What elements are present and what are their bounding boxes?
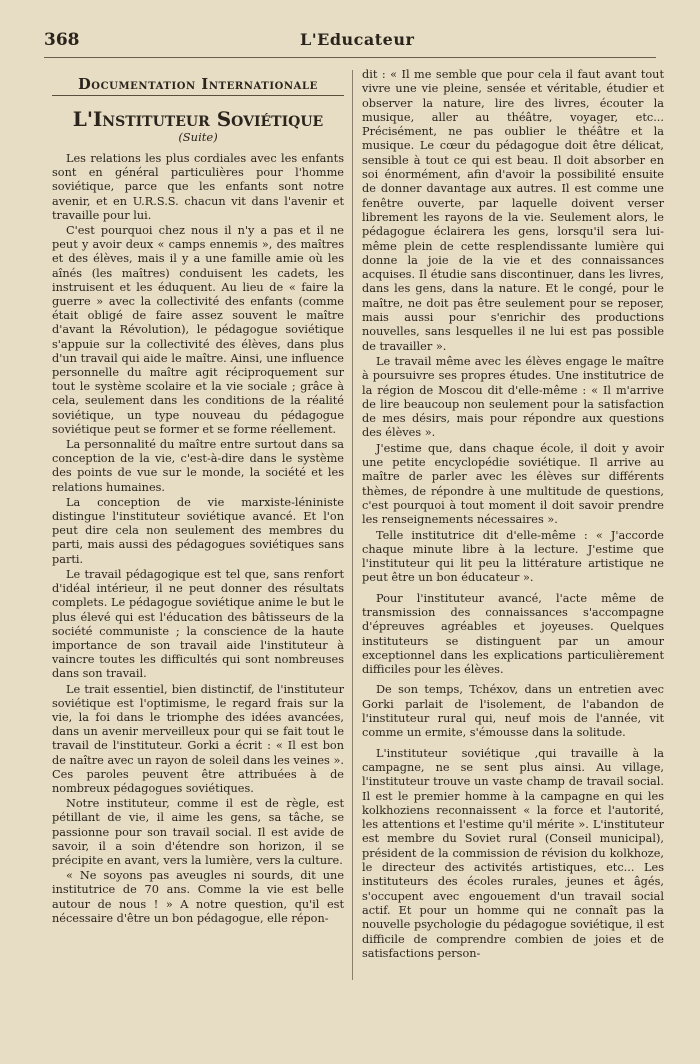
page-number: 368 [44,30,80,50]
header-rule [44,57,656,58]
paragraph: dit : « Il me semble que pour cela il faut avant tout vivre une vie pleine, sensée et véritable, étudier et observer la nature, lire des livres, écouter la musique, aller au théâtre, voyager, etc... Précisément, ne pas oublier le théâtre et la musique. Le cœur du pédagogue doit être délicat, sensible à tout ce qui est beau. Il doit absorber en soi énormément, afin d'avoir la possibilité ensuite de donner davantage aux autres. Il est comme une fenêtre ouverte, par laquelle doivent verser librement les rayons de la vie. Seulement alors, le pédagogue éclairera les gens, lorsqu'il sera lui-même plein de cette resplendissante lumière qui donne la joie de la vie et des connaissances acquises. Il étudie sans discontinuer, dans les livres, dans les gens, dans la nature. Et le congé, pour le maître, ne doit pas être seulement pour se reposer, mais aussi pour s'enrichir des productions nouvelles, sans lesquelles il ne lui est pas possible de travailler ». [362,68,664,353]
right-column [362,68,664,962]
paragraph: De son temps, Tchéxov, dans un entretien avec Gorki parlait de l'isolement, de l'abandon de l'instituteur rural qui, neuf mois de l'année, vit comme un ermite, s'émousse dans la solitude. [362,683,664,740]
page-header [44,30,656,54]
paragraph: Le travail pédagogique est tel que, sans renfort d'idéal intérieur, il ne peut donner des résultats complets. Le pédagogue soviétique anime le but le plus élevé qui est l'éducation des bâtisseurs de la société communiste ; la conscience de la haute importance de son travail aide l'instituteur à vaincre toutes les difficultés qui sont nombreuses dans son travail. [52,567,344,681]
article-title: L'Instituteur Soviétique [72,107,324,131]
paragraph: La personnalité du maître entre surtout dans sa conception de la vie, c'est-à-dire dans le système des points de vue sur le monde, la société et les relations humaines. [52,438,344,494]
paragraph: C'est pourquoi chez nous il n'y a pas et il ne peut y avoir deux « camps ennemis », des maîtres et des élèves, mais il y a une famille amie où les aînés (les maîtres) conduisent les cadets, les instruisent et les éduquent. Au lieu de « faire la guerre » avec la collectivité des enfants (comme était obligé de faire assez souvent le maître d'avant la Révolution), le pédagogue soviétique s'appuie sur la collectivité des élèves, dans plus d'un travail qui aide le maître. Ainsi, une influence personnelle du maître agit réciproquement sur tout le système scolaire et la vie sociale ; grâce à cela, seulement dans les conditions de la réalité soviétique, un type nouveau du pédagogue soviétique peut se former et se forme réellement. [52,224,344,436]
paragraph: J'estime que, dans chaque école, il doit y avoir une petite encyclopédie soviétique. Il arrive au maître de parler avec les élèves sur différents thèmes, de répondre à une multitude de questions, c'est pourquoi à tout moment il doit savoir prendre les renseignements nécessaires ». [362,441,664,527]
paragraph: « Ne soyons pas aveugles ni sourds, dit une institutrice de 70 ans. Comme la vie est belle autour de nous ! » A notre question, qu'il est nécessaire d'être un bon pédagogue, elle répon- [52,869,344,925]
section-rule [52,95,344,96]
journal-title: L'Educateur [300,30,415,49]
paragraph: L'instituteur soviétique ,qui travaille à la campagne, ne se sent plus ainsi. Au village, l'instituteur trouve un vaste champ de travail social. Il est le premier homme à la campagne en qui les kolkhoziens reconnaissent « la force et l'autorité, les attentions et l'estime qu'il mérite ». L'instituteur est membre du Soviet rural (Conseil municipal), président de la commission de révision du kolkhoze, le directeur des activités artistiques, etc... Les instituteurs des écoles rurales, jeunes et âgés, s'occupent avec engouement d'un travail social actif. Et pour un homme qui ne connaît pas la nouvelle psychologie du pédagogue soviétique, il est difficile de comprendre combien de joies et de satisfactions person- [362,746,664,960]
left-column [52,72,344,927]
paragraph: Le travail même avec les élèves engage le maître à poursuivre ses propres études. Une institutrice de la région de Moscou dit d'elle-même : « Il m'arrive de lire beaucoup non seulement pour la satisfaction de mes désirs, mais pour répondre aux questions des élèves ». [362,354,664,440]
article-subtitle: (Suite) [178,130,218,144]
paragraph: Pour l'instituteur avancé, l'acte même de transmission des connaissances s'accompagne d'épreuves agréables et joyeuses. Quelques instituteurs se distinguent par un amour exceptionnel dans les explications particulièrement difficiles pour les élèves. [362,591,664,677]
section-title: Documentation Internationale [78,76,318,93]
paragraph: Le trait essentiel, bien distinctif, de l'instituteur soviétique est l'optimisme, le regard frais sur la vie, la foi dans le triomphe des idées avancées, dans un avenir merveilleux pour qui se fait tout le travail de l'instituteur. Gorki a écrit : « Il est bon de naître avec un rayon de soleil dans les veines ». Ces paroles peuvent être attribuées à de nombreux pédagogues soviétiques. [52,682,344,795]
paragraph: Notre instituteur, comme il est de règle, est pétillant de vie, il aime les gens, sa tâche, se passionne pour son travail social. Il est avide de savoir, il a soin d'étendre son horizon, il se précipite en avant, vers la lumière, vers la culture. [52,797,344,867]
paragraph: Telle institutrice dit d'elle-même : « J'accorde chaque minute libre à la lecture. J'estime que l'instituteur qui lit peu la littérature artistique ne peut être un bon éducateur ». [362,528,664,585]
column-divider [352,70,353,980]
paragraph: Les relations les plus cordiales avec les enfants sont en général particulières pour l'homme soviétique, parce que les enfants sont notre avenir, et en U.R.S.S. chacun vit dans l'avenir et travaille pour lui. [52,152,344,222]
paragraph: La conception de vie marxiste-léniniste distingue l'instituteur soviétique avancé. Et l'on peut dire cela non seulement des membres du parti, mais aussi des pédagogues soviétiques sans parti. [52,495,344,566]
